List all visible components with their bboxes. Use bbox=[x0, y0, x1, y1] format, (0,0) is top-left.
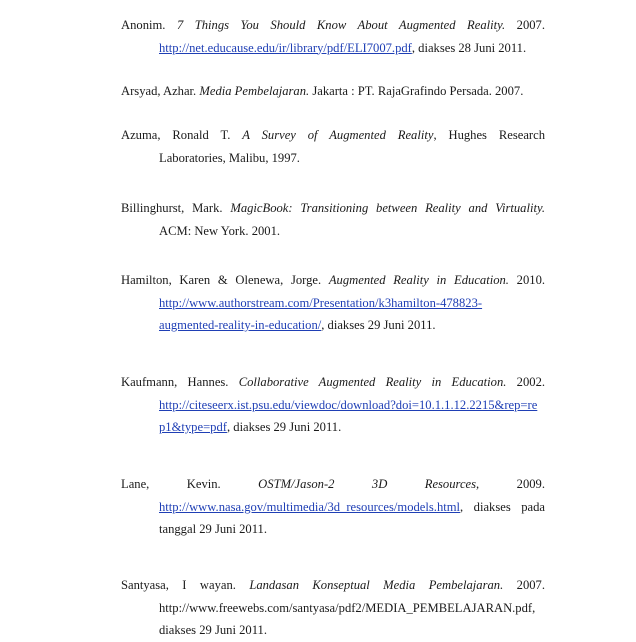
reference-line bbox=[121, 314, 545, 337]
reference-author: Anonim. bbox=[121, 18, 166, 32]
reference-entry bbox=[121, 473, 545, 541]
reference-access-date: , diakses pada bbox=[460, 499, 545, 514]
reference-title: Media Pembelajaran. bbox=[199, 84, 310, 98]
reference-line bbox=[121, 124, 545, 147]
reference-url-link-cont[interactable]: augmented-reality-in-education/ bbox=[159, 318, 322, 332]
reference-url-link[interactable]: http://www.nasa.gov/multimedia/3d_resources/models.html bbox=[159, 499, 461, 514]
reference-author: Azuma, Ronald T. bbox=[121, 128, 231, 142]
reference-title: A Survey of Augmented Reality bbox=[242, 128, 434, 142]
reference-line bbox=[121, 518, 545, 541]
reference-entry bbox=[121, 574, 545, 642]
reference-year: 2002. bbox=[516, 375, 546, 389]
reference-line: http://www.freewebs.com/santyasa/pdf2/MEDIA_PEMBELAJARAN.pdf, bbox=[159, 600, 536, 615]
reference-year: 2010. bbox=[516, 273, 546, 287]
reference-line bbox=[121, 197, 545, 220]
reference-year: 2007. bbox=[516, 578, 545, 592]
reference-access-date-cont: tanggal 29 Juni 2011. bbox=[159, 522, 267, 536]
reference-author: Santyasa, I wayan. bbox=[121, 578, 236, 592]
reference-url-link-cont[interactable]: p1&type=pdf bbox=[159, 420, 227, 434]
reference-title: OSTM/Jason-2 bbox=[258, 477, 335, 491]
reference-entry bbox=[121, 269, 545, 337]
reference-line bbox=[121, 80, 545, 103]
reference-line bbox=[121, 147, 545, 170]
reference-publisher: Jakarta : PT. RajaGrafindo Persada. 2007. bbox=[312, 84, 524, 98]
reference-entry bbox=[121, 371, 545, 439]
reference-publisher: , Hughes Research bbox=[433, 128, 545, 142]
reference-title: Collaborative Augmented Reality in Education. bbox=[238, 375, 507, 389]
reference-title-cont: Resources, bbox=[424, 477, 480, 491]
reference-url-link[interactable]: http://citeseerx.ist.psu.edu/viewdoc/download?doi=10.1.1.12.2215&rep=re bbox=[159, 397, 538, 412]
reference-author: Arsyad, Azhar. bbox=[121, 84, 197, 98]
reference-url-link[interactable]: http://www.authorstream.com/Presentation/k3hamilton-478823- bbox=[159, 295, 483, 310]
reference-author: Hamilton, Karen & Olenewa, Jorge. bbox=[121, 273, 322, 287]
reference-entry bbox=[121, 124, 545, 169]
reference-title-cont: 3D bbox=[371, 477, 388, 491]
reference-author: Kaufmann, Hannes. bbox=[121, 375, 229, 389]
reference-access-date: , diakses 28 Juni 2011. bbox=[411, 40, 527, 55]
reference-line bbox=[121, 371, 545, 394]
reference-line bbox=[121, 14, 545, 37]
reference-access-date: , diakses 29 Juni 2011. bbox=[321, 318, 436, 332]
reference-entry bbox=[121, 14, 545, 59]
reference-author: Lane, bbox=[121, 477, 150, 491]
reference-year: 2009. bbox=[516, 477, 545, 491]
reference-year: 2007. bbox=[516, 18, 545, 32]
reference-line bbox=[121, 37, 545, 60]
reference-line bbox=[121, 574, 545, 597]
reference-author: Billinghurst, Mark. bbox=[121, 201, 223, 215]
reference-publisher: ACM: New York. 2001. bbox=[159, 223, 281, 238]
reference-line bbox=[121, 269, 545, 292]
reference-author-name: Kevin. bbox=[186, 477, 221, 491]
reference-line bbox=[121, 619, 545, 642]
reference-publisher-cont: Laboratories, Malibu, 1997. bbox=[159, 150, 300, 165]
reference-line bbox=[121, 292, 545, 315]
reference-title: Landasan Konseptual Media Pembelajaran. bbox=[249, 578, 504, 592]
reference-line bbox=[121, 394, 545, 417]
reference-title: Augmented Reality in Education. bbox=[328, 273, 509, 287]
reference-title: MagicBook: Transitioning between Reality and Virtuality. bbox=[230, 201, 546, 215]
reference-access-date: , diakses 29 Juni 2011. bbox=[226, 420, 342, 434]
reference-url-link[interactable]: http://www.freewebs.com/santyasa/pdf2/MEDIA_PEMBELAJARAN.pdf bbox=[159, 600, 533, 615]
reference-line bbox=[121, 496, 545, 519]
reference-line bbox=[121, 220, 545, 243]
reference-line bbox=[121, 416, 545, 439]
reference-line bbox=[121, 473, 545, 496]
reference-entry bbox=[121, 197, 545, 242]
reference-title: 7 Things You Should Know About Augmented Reality. bbox=[176, 18, 506, 32]
reference-access-date: diakses 29 Juni 2011. bbox=[159, 623, 267, 637]
reference-entry bbox=[121, 80, 545, 103]
reference-url-link[interactable]: http://net.educause.edu/ir/library/pdf/ELI7007.pdf bbox=[159, 40, 412, 55]
